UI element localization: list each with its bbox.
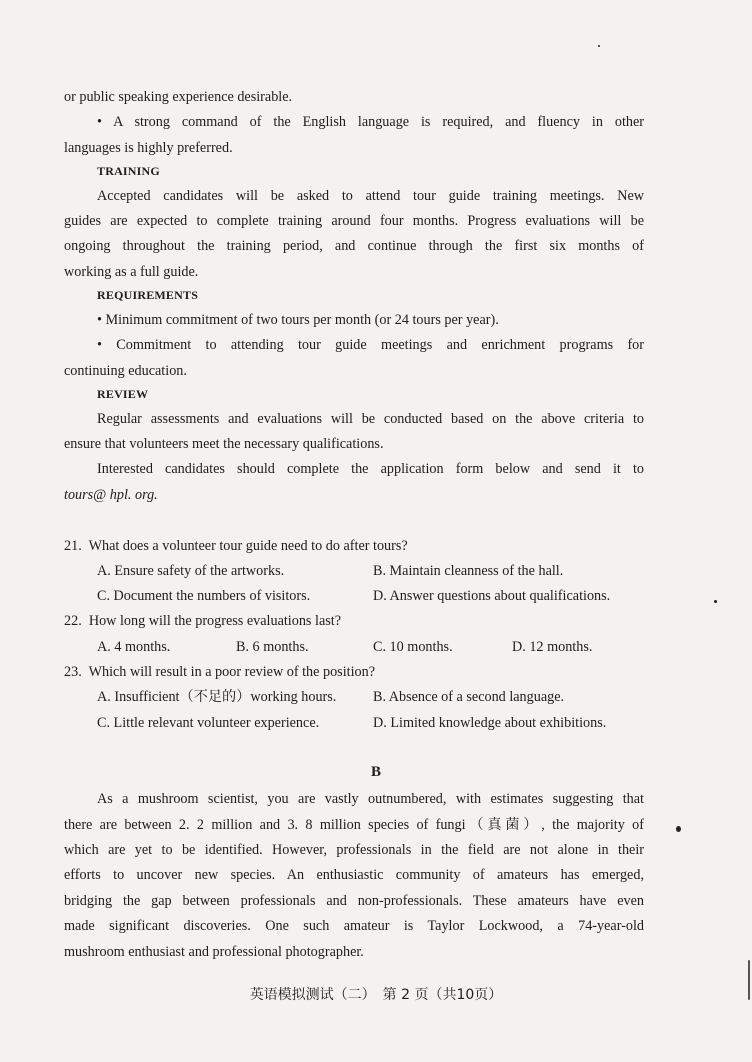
section-label-b: B	[370, 764, 381, 780]
passage-line: ongoing throughout the training period, and continue through the first six months of	[64, 238, 644, 254]
scan-speck	[676, 826, 681, 832]
question-22	[64, 612, 341, 630]
email-address: tours@ hpl. org.	[64, 487, 158, 503]
option-23a[interactable]: A. Insufficient（不足的）working hours.	[97, 689, 337, 705]
passage-line: continuing education.	[64, 363, 187, 379]
passage-line: Regular assessments and evaluations will be conducted based on the above criteria to	[97, 411, 644, 427]
question-text: How long will the progress evaluations last?	[88, 613, 342, 629]
heading-review: REVIEW	[97, 387, 149, 401]
passage-b-line: efforts to uncover new species. An enthusiastic community of amateurs has emerged,	[64, 867, 644, 883]
passage-line: guides are expected to complete training around four months. Progress evaluations will be	[64, 213, 644, 229]
option-23b[interactable]: B. Absence of a second language.	[373, 689, 565, 705]
option-23d[interactable]: D. Limited knowledge about exhibitions.	[373, 715, 607, 731]
question-number: 23.	[64, 664, 82, 680]
question-number: 22.	[64, 613, 82, 629]
option-21a[interactable]: A. Ensure safety of the artworks.	[97, 563, 285, 579]
page-footer: 英语模拟测试（二） 第 2 页（共10页）	[249, 987, 503, 1003]
option-21b[interactable]: B. Maintain cleanness of the hall.	[373, 563, 564, 579]
option-21c[interactable]: C. Document the numbers of visitors.	[97, 588, 311, 604]
option-23c[interactable]: C. Little relevant volunteer experience.	[97, 715, 320, 731]
passage-line: Accepted candidates will be asked to attend tour guide training meetings. New	[97, 188, 644, 204]
heading-requirements: REQUIREMENTS	[97, 288, 199, 302]
question-text: Which will result in a poor review of the position?	[88, 664, 376, 680]
passage-line: ensure that volunteers meet the necessary qualifications.	[64, 436, 384, 452]
requirement-item: • Commitment to attending tour guide meetings and enrichment programs for	[97, 337, 644, 353]
passage-line: or public speaking experience desirable.	[64, 89, 293, 105]
requirement-item: • Minimum commitment of two tours per month (or 24 tours per year).	[97, 312, 499, 328]
passage-line: languages is highly preferred.	[64, 140, 233, 156]
passage-line: Interested candidates should complete the application form below and send it to	[97, 461, 644, 477]
passage-b-line: mushroom enthusiast and professional photographer.	[64, 944, 364, 960]
option-22c[interactable]: C. 10 months.	[373, 639, 453, 655]
option-21d[interactable]: D. Answer questions about qualifications.	[373, 588, 611, 604]
scan-speck	[714, 600, 717, 603]
question-23	[64, 663, 375, 681]
passage-b-line: there are between 2. 2 million and 3. 8 million species of fungi（真菌）, the majority of	[64, 817, 644, 833]
question-21	[64, 537, 408, 555]
question-number: 21.	[64, 538, 82, 554]
question-text: What does a volunteer tour guide need to do after tours?	[88, 538, 408, 554]
passage-b-line: bridging the gap between professionals and non-professionals. These amateurs have even	[64, 893, 644, 909]
bullet-language: • A strong command of the English language is required, and fluency in other	[97, 114, 644, 130]
scan-edge	[748, 960, 750, 1000]
option-22d[interactable]: D. 12 months.	[512, 639, 593, 655]
option-22a[interactable]: A. 4 months.	[97, 639, 171, 655]
passage-b-line: As a mushroom scientist, you are vastly outnumbered, with estimates suggesting that	[97, 791, 644, 807]
passage-line: working as a full guide.	[64, 264, 199, 280]
option-22b[interactable]: B. 6 months.	[236, 639, 309, 655]
heading-training: TRAINING	[97, 164, 160, 178]
scan-speck	[598, 45, 600, 47]
passage-b-line: which are yet to be identified. However, professionals in the field are not alone in their	[64, 842, 644, 858]
passage-b-line: made significant discoveries. One such amateur is Taylor Lockwood, a 74-year-old	[64, 918, 644, 934]
